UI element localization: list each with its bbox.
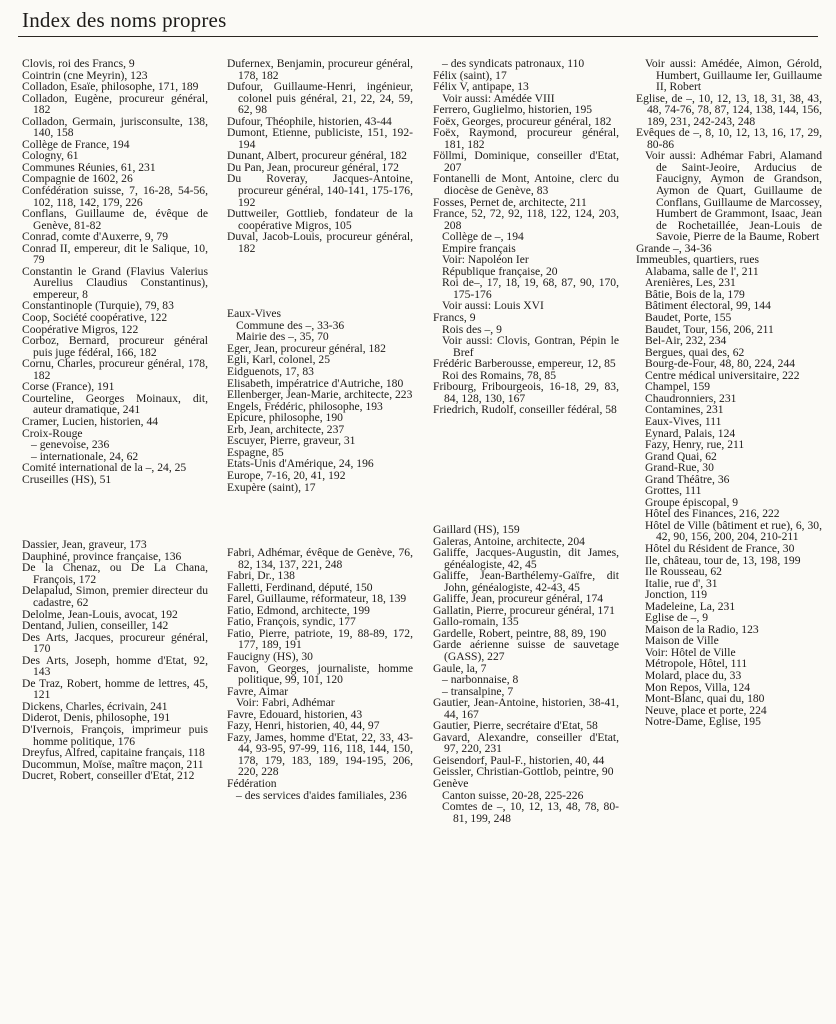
index-subentry: Contamines, 231 [645, 403, 724, 417]
index-entry: Föllmi, Dominique, conseiller d'Etat, 207 [433, 149, 619, 174]
index-entry: Gardelle, Robert, peintre, 88, 89, 190 [433, 626, 607, 640]
index-entry: Constantin le Grand (Flavius Valerius Aurelius Claudius Constantinus), empereur, 8 [22, 264, 208, 301]
index-entry: Fribourg, Fribourgeois, 16-18, 29, 83, 84, 128, 130, 167 [433, 380, 619, 405]
index-entry: D'Ivernois, François, imprimeur puis homme politique, 176 [22, 722, 208, 748]
index-entry: Clovis, roi des Francs, 9 [22, 57, 135, 70]
index-entry: Diderot, Denis, philosophe, 191 [22, 711, 171, 725]
index-entry: Elisabeth, impératrice d'Autriche, 180 [227, 376, 404, 390]
index-entry: Engels, Frédéric, philosophe, 193 [227, 399, 383, 413]
index-entry: Eglise, de –, 10, 12, 13, 18, 31, 38, 43, 48, 74-76, 78, 87, 124, 138, 144, 156, 189, 231, 242-243, 248 [636, 91, 822, 128]
index-subentry: Roi de–, 17, 18, 19, 68, 87, 90, 170, 175-176 [442, 276, 619, 301]
index-subentry: Hôtel des Finances, 216, 222 [645, 507, 780, 521]
index-entry: Ferrero, Guglielmo, historien, 195 [433, 103, 593, 117]
index-entry: Cruseilles (HS), 51 [22, 472, 112, 486]
index-subentry: Neuve, place et porte, 224 [645, 703, 767, 717]
index-subentry: Grottes, 111 [645, 484, 702, 498]
index-entry: Fédération [227, 776, 277, 790]
index-entry: Geissler, Christian-Gottlob, peintre, 90 [433, 765, 614, 779]
index-entry: Friedrich, Rudolf, conseiller fédéral, 58 [433, 403, 617, 417]
index-entry: Gaillard (HS), 159 [433, 522, 520, 536]
index-subentry: Mairie des –, 35, 70 [236, 330, 329, 344]
index-entry: Colladon, Eugène, procureur général, 182 [22, 91, 208, 117]
index-subentry: – genevoise, 236 [31, 438, 110, 452]
index-entry: Exupère (saint), 17 [227, 480, 316, 494]
index-subentry: Comtes de –, 10, 12, 13, 48, 78, 80-81, 199, 248 [442, 800, 619, 825]
index-subentry: Jonction, 119 [645, 588, 708, 602]
index-subentry: Notre-Dame, Eglise, 195 [645, 715, 761, 729]
index-entry: Cointrin (cne Meyrin), 123 [22, 68, 148, 82]
letter-section-gap [227, 493, 413, 547]
index-subentry: Canton suisse, 20-28, 225-226 [442, 788, 584, 802]
index-subentry: – narbonnaise, 8 [442, 673, 519, 687]
index-entry: Dumont, Etienne, publiciste, 151, 192-194 [227, 126, 413, 151]
index-subentry: – internationale, 24, 62 [31, 449, 139, 463]
index-entry: Du Roveray, Jacques-Antoine, procureur général, 140-141, 175-176, 192 [227, 172, 413, 209]
index-subentry: Commune des –, 33-36 [236, 318, 345, 332]
index-entry: Cornu, Charles, procureur général, 178, 182 [22, 357, 208, 382]
index-entry: Galiffe, Jacques-Augustin, dit James, généalogiste, 42, 45 [433, 546, 619, 571]
index-entry: Galiffe, Jean, procureur général, 174 [433, 592, 604, 606]
index-entry: Francs, 9 [433, 311, 476, 325]
index-entry: Conflans, Guillaume de, évêque de Genève, 81-82 [22, 207, 208, 232]
index-entry: De Traz, Robert, homme de lettres, 45, 121 [22, 676, 208, 702]
index-entry: Gautier, Jean-Antoine, historien, 38-41, 44, 167 [433, 696, 619, 721]
index-entry: Félix V, antipape, 13 [433, 80, 529, 94]
index-entry: Gallatin, Pierre, procureur général, 171 [433, 603, 615, 617]
index-subentry: Chaudronniers, 231 [645, 391, 737, 405]
index-entry: Colladon, Esaïe, philosophe, 171, 189 [22, 80, 199, 94]
index-entry: Colladon, Germain, jurisconsulte, 138, 140, 158 [22, 114, 208, 140]
index-subentry: Voir: Napoléon Ier [442, 253, 529, 267]
index-entry: Fatio, Pierre, patriote, 19, 88-89, 172, 177, 189, 191 [227, 626, 413, 652]
index-column-2 [227, 58, 413, 801]
index-entry: Conrad II, empereur, dit le Salique, 10, 79 [22, 241, 208, 267]
index-entry: Ellenberger, Jean-Marie, architecte, 223 [227, 388, 413, 402]
index-subentry: Arenières, Les, 231 [645, 276, 736, 290]
title-rule [18, 36, 818, 37]
index-subentry: Bourg-de-Four, 48, 80, 224, 244 [645, 357, 796, 371]
index-entry: Epicure, philosophe, 190 [227, 411, 343, 425]
index-subentry: Ile Rousseau, 62 [645, 565, 722, 579]
index-entry: De la Chenaz, ou De La Chana, François, 172 [22, 561, 208, 586]
index-entry: Comité international de la –, 24, 25 [22, 461, 187, 475]
index-subentry: Grand Théâtre, 36 [645, 472, 730, 486]
index-subentry: – transalpine, 7 [442, 684, 514, 698]
index-entry: Du Pan, Jean, procureur général, 172 [227, 160, 399, 174]
index-entry: Compagnie de 1602, 26 [22, 172, 133, 186]
index-entry: Espagne, 85 [227, 445, 284, 459]
index-subentry: Eaux-Vives, 111 [645, 414, 722, 428]
index-entry: Corse (France), 191 [22, 380, 115, 394]
index-entry: Ducommun, Moïse, maître maçon, 211 [22, 757, 204, 771]
index-entry: Dufernex, Benjamin, procureur général, 178, 182 [227, 57, 413, 82]
index-subentry: Molard, place du, 33 [645, 668, 742, 682]
index-subentry: Collège de –, 194 [442, 230, 524, 244]
index-subentry: Voir: Fabri, Adhémar [236, 696, 335, 710]
index-entry: Coop, Société coopérative, 122 [22, 311, 168, 325]
index-entry: Gavard, Alexandre, conseiller d'Etat, 97, 220, 231 [433, 730, 619, 756]
index-entry: Duval, Jacob-Louis, procureur général, 182 [227, 230, 413, 255]
index-entry: Dassier, Jean, graveur, 173 [22, 538, 147, 552]
index-entry: Coopérative Migros, 122 [22, 322, 139, 336]
index-entry: Des Arts, Joseph, homme d'Etat, 92, 143 [22, 653, 208, 679]
index-entry: Frédéric Barberousse, empereur, 12, 85 [433, 357, 616, 371]
index-subentry: Mont-Blanc, quai du, 180 [645, 692, 765, 706]
index-entry: Favre, Aimar [227, 684, 289, 698]
index-subentry: Groupe épiscopal, 9 [645, 495, 739, 509]
index-subentry: Voir aussi: Amédée VIII [442, 91, 555, 105]
index-subentry: Voir aussi: Amédée, Aimon, Gérold, Humbert, Guillaume Ier, Guillaume II, Robert [645, 57, 822, 94]
letter-section-gap [433, 416, 619, 470]
index-subentry: Bâtiment électoral, 99, 144 [645, 299, 771, 313]
index-subentry: Empire français [442, 241, 516, 255]
index-entry: Evêques de –, 8, 10, 12, 13, 16, 17, 29, 80-86 [636, 126, 822, 151]
index-entry: Dufour, Guillaume-Henri, ingénieur, colonel puis général, 21, 22, 24, 59, 62, 98 [227, 80, 413, 117]
index-entry: Fabri, Dr., 138 [227, 569, 295, 583]
index-subentry: Voir: Hôtel de Ville [645, 645, 736, 659]
index-subentry: Champel, 159 [645, 380, 711, 394]
index-entry: Escuyer, Pierre, graveur, 31 [227, 434, 356, 448]
index-entry: Foëx, Georges, procureur général, 182 [433, 114, 612, 128]
index-entry: Dreyfus, Alfred, capitaine français, 118 [22, 746, 205, 760]
letter-section-gap [227, 254, 413, 308]
index-entry: Eger, Jean, procureur général, 182 [227, 341, 386, 355]
index-entry: Grande –, 34-36 [636, 241, 712, 255]
index-entry: Dufour, Théophile, historien, 43-44 [227, 114, 392, 128]
index-entry: Duttweiler, Gottlieb, fondateur de la coopérative Migros, 105 [227, 207, 413, 232]
index-entry: Dauphiné, province française, 136 [22, 549, 182, 563]
index-entry: Corboz, Bernard, procureur général puis juge fédéral, 166, 182 [22, 334, 208, 359]
index-subentry: Ile, château, tour de, 13, 198, 199 [645, 553, 801, 567]
index-subentry: Maison de Ville [645, 634, 719, 648]
index-subentry: Fazy, Henry, rue, 211 [645, 438, 745, 452]
index-subentry: Baudet, Porte, 155 [645, 311, 732, 325]
index-entry: Dentand, Julien, conseiller, 142 [22, 619, 169, 633]
index-entry: Conrad, comte d'Auxerre, 9, 79 [22, 230, 169, 244]
index-subentry: Voir aussi: Louis XVI [442, 299, 544, 313]
index-subentry: Hôtel de Ville (bâtiment et rue), 6, 30, 42, 90, 156, 200, 204, 210-211 [645, 518, 822, 544]
index-entry: Fabri, Adhémar, évêque de Genève, 76, 82, 134, 137, 221, 248 [227, 546, 413, 571]
index-subentry: Eglise de –, 9 [645, 611, 709, 625]
index-entry: Fontanelli de Mont, Antoine, clerc du diocèse de Genève, 83 [433, 172, 619, 198]
index-subentry: Voir aussi: Adhémar Fabri, Alamand de Saint-Jeoire, Arducius de Faucigny, Aymon de Grandson, Aymon de Quart, Guillaume de Conflans, Guillaume de Marcossey, Humbert de Grammont, Isaac, Jean de Rochetaillée, Jean-Louis de Savoie, Pierre de la Baume, Robert [645, 149, 822, 244]
index-entry: France, 52, 72, 92, 118, 122, 124, 203, 208 [433, 207, 619, 232]
index-subentry: République française, 20 [442, 264, 558, 278]
index-subentry: Rois des –, 9 [442, 322, 502, 336]
index-entry: Cramer, Lucien, historien, 44 [22, 414, 159, 428]
index-entry: Fosses, Pernet de, architecte, 211 [433, 195, 587, 209]
index-entry: Galiffe, Jean-Barthélemy-Gaïfre, dit John, généalogiste, 42-43, 45 [433, 569, 619, 594]
index-entry: Fatio, Edmond, architecte, 199 [227, 603, 370, 617]
index-entry: Fazy, James, homme d'Etat, 22, 33, 43-44, 93-95, 97-99, 116, 118, 144, 150, 178, 179, 183, 189, 194-195, 206, 220, 228 [227, 730, 413, 779]
letter-section-gap [22, 485, 208, 539]
index-entry: Farel, Guillaume, réformateur, 18, 139 [227, 592, 407, 606]
index-entry: Erb, Jean, architecte, 237 [227, 422, 345, 436]
index-entry: Delapalud, Simon, premier directeur du cadastre, 62 [22, 584, 208, 609]
index-entry: Croix-Rouge [22, 426, 83, 440]
index-subentry: – des services d'aides familiales, 236 [236, 788, 407, 802]
index-entry: Favon, Georges, journaliste, homme politique, 99, 101, 120 [227, 661, 413, 687]
index-subentry: – des syndicats patronaux, 110 [442, 57, 585, 70]
index-entry: Falletti, Ferdinand, député, 150 [227, 580, 373, 594]
index-entry: Constantinople (Turquie), 79, 83 [22, 299, 174, 313]
index-entry: Confédération suisse, 7, 16-28, 54-56, 102, 118, 142, 179, 226 [22, 184, 208, 209]
index-entry: Gallo-romain, 135 [433, 615, 519, 629]
index-subentry: Grand Quai, 62 [645, 449, 717, 463]
index-entry: Fazy, Henri, historien, 40, 44, 97 [227, 719, 380, 733]
index-entry: Etats-Unis d'Amérique, 24, 196 [227, 457, 374, 471]
index-subentry: Bel-Air, 232, 234 [645, 334, 727, 348]
index-entry: Egli, Karl, colonel, 25 [227, 353, 331, 367]
index-entry: Immeubles, quartiers, rues [636, 253, 759, 267]
index-entry: Courteline, Georges Moinaux, dit, auteur dramatique, 241 [22, 391, 208, 417]
index-column-4 [636, 58, 822, 728]
index-entry: Garde aérienne suisse de sauvetage (GASS), 227 [433, 638, 619, 663]
index-entry: Galeras, Antoine, architecte, 204 [433, 534, 585, 548]
index-subentry: Voir aussi: Clovis, Gontran, Pépin le Bref [442, 334, 619, 359]
index-subentry: Mon Repos, Villa, 124 [645, 680, 751, 694]
index-subentry: Italie, rue d', 31 [645, 576, 718, 590]
index-entry: Eaux-Vives [227, 307, 282, 321]
index-subentry: Grand-Rue, 30 [645, 461, 714, 475]
index-entry: Geisendorf, Paul-F., historien, 40, 44 [433, 753, 605, 767]
index-entry: Genève [433, 776, 469, 790]
index-entry: Collège de France, 194 [22, 137, 130, 151]
index-subentry: Hôtel du Résident de France, 30 [645, 541, 795, 555]
index-subentry: Bergues, quai des, 62 [645, 345, 745, 359]
index-entry: Faucigny (HS), 30 [227, 649, 313, 663]
index-subentry: Maison de la Radio, 123 [645, 622, 759, 636]
page-title: Index des noms propres [22, 8, 227, 32]
index-subentry: Eynard, Palais, 124 [645, 426, 736, 440]
index-subentry: Bâtie, Bois de la, 179 [645, 287, 745, 301]
index-entry: Cologny, 61 [22, 149, 79, 163]
index-entry: Ducret, Robert, conseiller d'Etat, 212 [22, 769, 195, 783]
index-entry: Communes Réunies, 61, 231 [22, 160, 156, 174]
letter-section-gap [433, 470, 619, 524]
index-entry: Félix (saint), 17 [433, 68, 507, 82]
index-entry: Delolme, Jean-Louis, avocat, 192 [22, 607, 178, 621]
index-entry: Favre, Edouard, historien, 43 [227, 707, 363, 721]
index-entry: Fatio, François, syndic, 177 [227, 615, 356, 629]
index-subentry: Roi des Romains, 78, 85 [442, 368, 557, 382]
index-subentry: Baudet, Tour, 156, 206, 211 [645, 322, 774, 336]
index-entry: Gautier, Pierre, secrétaire d'Etat, 58 [433, 719, 598, 733]
index-entry: Europe, 7-16, 20, 41, 192 [227, 468, 346, 482]
index-subentry: Madeleine, La, 231 [645, 599, 736, 613]
index-subentry: Métropole, Hôtel, 111 [645, 657, 748, 671]
index-entry: Foëx, Raymond, procureur général, 181, 182 [433, 126, 619, 151]
index-entry: Dickens, Charles, écrivain, 241 [22, 699, 168, 713]
index-column-1 [22, 58, 208, 782]
index-subentry: Centre médical universitaire, 222 [645, 368, 800, 382]
index-subentry: Alabama, salle de l', 211 [645, 264, 759, 278]
index-entry: Dunant, Albert, procureur général, 182 [227, 149, 407, 163]
index-column-3 [433, 58, 619, 824]
index-entry: Gaule, la, 7 [433, 661, 487, 675]
index-entry: Eidguenots, 17, 83 [227, 365, 314, 379]
index-entry: Des Arts, Jacques, procureur général, 170 [22, 630, 208, 656]
